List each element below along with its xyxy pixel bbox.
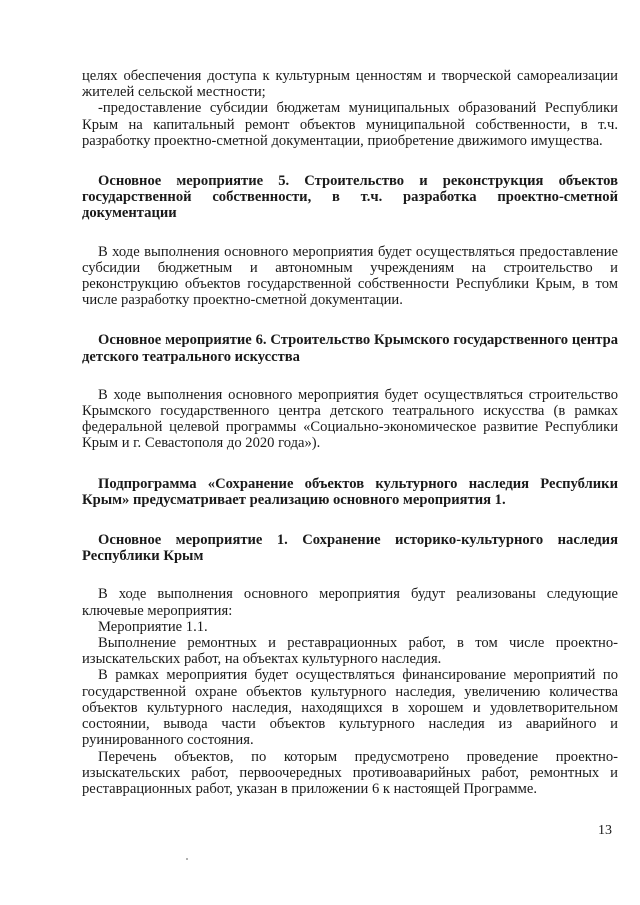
paragraph-measure-5: В ходе выполнения основного мероприятия будет осуществляться предоставление субсидии бюджетным и автономным учреждениям на строительство и реконструкцию объектов государственной собственности Республики Крым, в том числе разработку проектно-сметной документации. [82,243,618,309]
page-number: 13 [598,823,612,838]
paragraph-measure-1-1: Мероприятие 1.1. [98,618,208,635]
document-body [82,68,618,797]
paragraph-financing: В рамках мероприятия будет осуществляться финансирование мероприятий по государственной охране объектов культурного наследия, увеличению количества объектов культурного наследия, находящихся в хорошем и удовлетворительном состоянии, вывода части объектов культурного наследия из аварийного и руинированного состояния. [82,667,618,749]
paragraph-object-list: Перечень объектов, по которым предусмотрено проведение проектно-изыскательских работ, первоочередных противоаварийных работ, ремонтных и реставрационных работ, указан в приложении 6 к настоящей Программе. [82,748,618,797]
heading-measure-6: Основное мероприятие 6. Строительство Крымского государственного центра детского театрального искусства [82,332,618,365]
subprogram-heading: Подпрограмма «Сохранение объектов культурного наследия Республики Крым» предусматривает реализацию основного мероприятия 1. [82,475,618,508]
paragraph-measure-6: В ходе выполнения основного мероприятия будет осуществляться строительство Крымского государственного центра детского театрального искусства (в рамках федеральной целевой программы «Социально-экономическое развитие Республики Крым и г. Севастополя до 2020 года»). [82,386,618,452]
paragraph-subsidy: -предоставление субсидии бюджетам муниципальных образований Республики Крым на капитальный ремонт объектов муниципальной собственности, в т.ч. разработку проектно-сметной документации, приобретение движимого имущества. [82,100,618,149]
paragraph-measure-1-intro: В ходе выполнения основного мероприятия будут реализованы следующие ключевые мероприятия: [82,586,618,619]
heading-measure-5: Основное мероприятие 5. Строительство и реконструкция объектов государственной собственности, в т.ч. разработка проектно-сметной документации [82,173,618,222]
paragraph-works: Выполнение ремонтных и реставрационных работ, в том числе проектно-изыскательских работ, на объектах культурного наследия. [82,635,618,668]
scan-speck [186,858,188,860]
paragraph-continuation: целях обеспечения доступа к культурным ценностям и творческой самореализации жителей сельской местности; [82,68,618,101]
heading-measure-1: Основное мероприятие 1. Сохранение историко-культурного наследия Республики Крым [82,532,618,565]
